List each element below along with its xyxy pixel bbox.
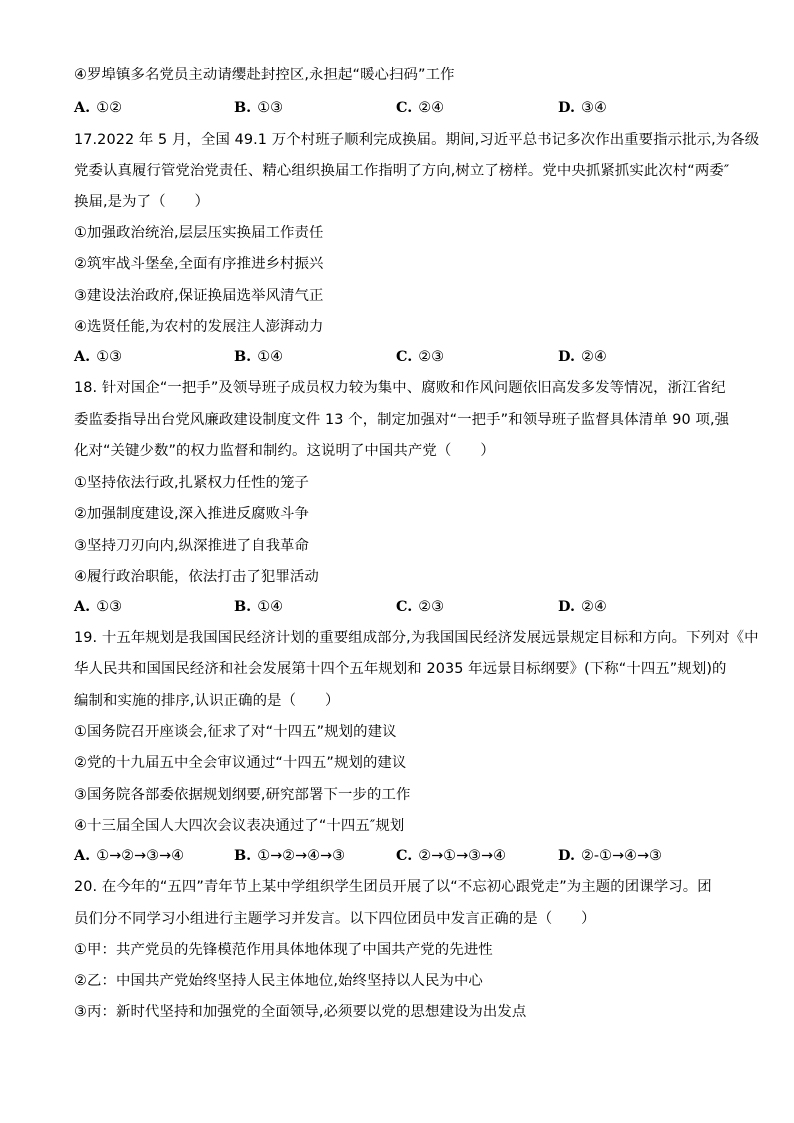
q20-item-1: ①甲：共产党员的先锋模范作用具体地体现了中国共产党的先进性 xyxy=(74,942,493,958)
q19-stem-line-2: 华人民共和国国民经济和社会发展第十四个五年规划和 2035 年远景目标纲要》(下称“十四五”规划)的 xyxy=(74,661,727,677)
q17-option-b[interactable]: B. ①④ xyxy=(234,348,283,365)
q16-option-b[interactable]: B. ①③ xyxy=(234,99,283,116)
q19-option-a[interactable]: A. ①→②→③→④ xyxy=(74,847,184,864)
q19-options xyxy=(74,846,724,866)
q18-stem-line-1: 18. 针对国企“一把手”及领导班子成员权力较为集中、腐败和作风问题依旧高发多发等情况，浙江省纪 xyxy=(74,380,726,396)
q18-item-2: ②加强制度建设,深入推进反腐败斗争 xyxy=(74,506,310,522)
q18-stem-line-3: 化对“关键少数”的权力监督和制约。这说明了中国共产党（ ） xyxy=(74,443,495,459)
q19-item-1: ①国务院召开座谈会,征求了对“十四五”规划的建议 xyxy=(74,724,397,740)
q19-option-d[interactable]: D. ②-①→④→③ xyxy=(558,847,662,864)
q19-option-c[interactable]: C. ②→①→③→④ xyxy=(396,847,506,864)
q16-item-4: ④罗埠镇多名党员主动请缨赴封控区,永担起“暖心扫码”工作 xyxy=(74,67,455,83)
q17-options xyxy=(74,347,724,367)
q20-stem-line-1: 20. 在今年的“五四”青年节上某中学组织学生团员开展了以“不忘初心跟党走”为主题的团课学习。团 xyxy=(74,879,712,895)
q19-stem-line-1: 19. 十五年规划是我国国民经济计划的重要组成部分,为我国国民经济发展远景规定目标和方向。下列对《中 xyxy=(74,630,759,646)
q19-item-3: ③国务院各部委依据规划纲要,研究部署下一步的工作 xyxy=(74,787,411,803)
q18-option-a[interactable]: A. ①③ xyxy=(74,598,122,615)
q20-item-2: ②乙：中国共产党始终坚持人民主体地位,始终坚持以人民为中心 xyxy=(74,973,483,989)
q18-option-b[interactable]: B. ①④ xyxy=(234,598,283,615)
q17-option-c[interactable]: C. ②③ xyxy=(396,348,445,365)
q18-option-c[interactable]: C. ②③ xyxy=(396,598,445,615)
q16-options xyxy=(74,98,724,118)
q18-stem-line-2: 委监委指导出台党风廉政建设制度文件 13 个，制定加强对“一把手”和领导班子监督具体清单 90 项,强 xyxy=(74,412,730,428)
q16-option-d[interactable]: D. ③④ xyxy=(558,99,607,116)
q17-item-1: ①加强政治统治,层层压实换届工作责任 xyxy=(74,225,324,241)
q18-options xyxy=(74,597,724,617)
q17-stem-line-2: 党委认真履行管党治党责任、精心组织换届工作指明了方向,树立了榜样。党中央抓紧抓实此次村“两委″ xyxy=(74,163,730,179)
q17-item-2: ②筑牢战斗堡垒,全面有序推进乡村振兴 xyxy=(74,256,324,272)
q19-item-2: ②党的十九届五中全会审议通过“十四五”规划的建议 xyxy=(74,755,407,771)
q17-option-a[interactable]: A. ①③ xyxy=(74,348,122,365)
q17-item-3: ③建设法治政府,保证换届选举风清气正 xyxy=(74,288,324,304)
q18-item-3: ③坚持刀刃向内,纵深推进了自我革命 xyxy=(74,538,310,554)
q17-item-4: ④选贤任能,为农村的发展注人澎湃动力 xyxy=(74,319,324,335)
q17-stem-line-1: 17.2022 年 5 月，全国 49.1 万个村班子顺利完成换届。期间,习近平总书记多次作出重要指示批示,为各级 xyxy=(74,132,760,148)
q17-option-d[interactable]: D. ②④ xyxy=(558,348,607,365)
q20-item-3: ③丙：新时代坚持和加强党的全面领导,必须要以党的思想建设为出发点 xyxy=(74,1004,527,1020)
q18-item-1: ①坚持依法行政,扎紧权力任性的笼子 xyxy=(74,475,310,491)
q18-item-4: ④履行政治职能，依法打击了犯罪活动 xyxy=(74,569,319,585)
q20-stem-line-2: 员们分不同学习小组进行主题学习并发言。以下四位团员中发言正确的是（ ） xyxy=(74,911,596,927)
q18-option-d[interactable]: D. ②④ xyxy=(558,598,607,615)
q19-option-b[interactable]: B. ①→②→④→③ xyxy=(234,847,345,864)
q16-option-a[interactable]: A. ①② xyxy=(74,99,122,116)
q16-option-c[interactable]: C. ②④ xyxy=(396,99,445,116)
q17-stem-line-3: 换届,是为了（ ） xyxy=(74,194,210,210)
q19-stem-line-3: 编制和实施的排序,认识正确的是（ ） xyxy=(74,693,340,709)
q19-item-4: ④十三届全国人大四次会议表决通过了“十四五″规划 xyxy=(74,818,405,834)
